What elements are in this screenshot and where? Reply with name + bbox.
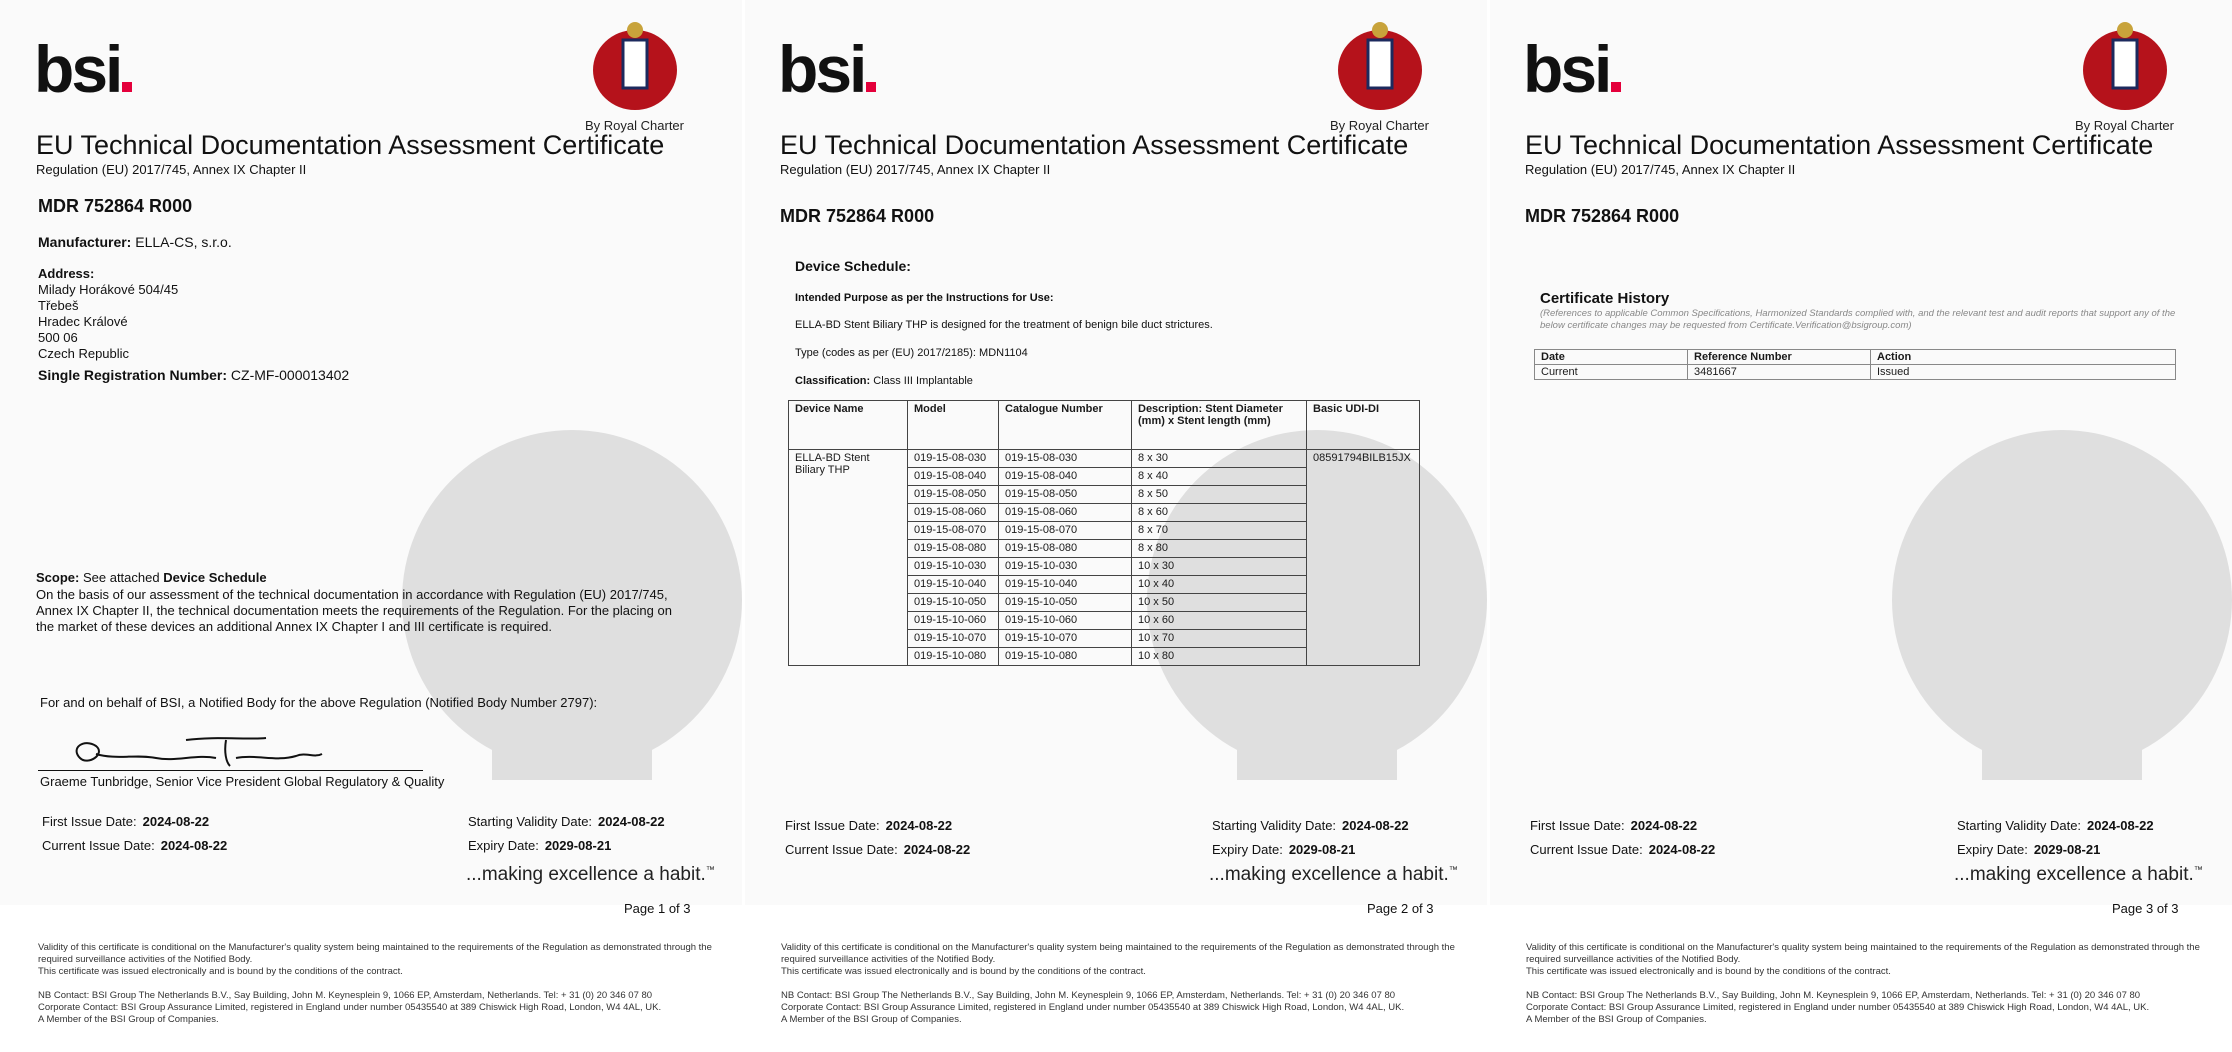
first-issue-date: First Issue Date: 2024-08-22 xyxy=(1530,818,1698,833)
certificate-history-note: (References to applicable Common Specifications, Harmonized Standards complied with, and the relevant test and audit reports that support any of the below certificate changes may be requested from Certificate.Verification@bsigroup.com) xyxy=(1540,308,2176,331)
scope-line: Scope: See attached Device Schedule xyxy=(36,570,267,585)
description-cell: 8 x 40 xyxy=(1132,468,1307,486)
catalogue-number-cell: 019-15-10-030 xyxy=(999,558,1132,576)
certificate-page-1 xyxy=(0,0,742,1052)
intended-purpose-label: Intended Purpose as per the Instructions for Use: xyxy=(795,292,1054,304)
starting-validity-date: Starting Validity Date: 2024-08-22 xyxy=(1957,818,2154,833)
signature-line xyxy=(38,770,423,771)
description-cell: 10 x 70 xyxy=(1132,630,1307,648)
description-cell: 8 x 50 xyxy=(1132,486,1307,504)
manufacturer-line: Manufacturer: ELLA-CS, s.r.o. xyxy=(38,234,232,250)
address-label: Address: xyxy=(38,266,95,281)
regulation-reference: Regulation (EU) 2017/745, Annex IX Chapter II xyxy=(780,162,1051,177)
royal-crest-icon xyxy=(575,18,695,118)
description-cell: 8 x 70 xyxy=(1132,522,1307,540)
description-cell: 10 x 30 xyxy=(1132,558,1307,576)
royal-crest-icon xyxy=(2065,18,2185,118)
basic-udi-cell: 08591794BILB15JX xyxy=(1307,450,1420,666)
description-cell: 10 x 60 xyxy=(1132,612,1307,630)
crest-watermark xyxy=(1882,360,2232,840)
device-name-cell: ELLA-BD Stent Biliary THP xyxy=(789,450,908,666)
catalogue-number-cell: 019-15-10-050 xyxy=(999,594,1132,612)
address-line: Milady Horákové 504/45 xyxy=(38,282,179,297)
current-issue-date: Current Issue Date: 2024-08-22 xyxy=(785,842,971,857)
model-cell: 019-15-08-030 xyxy=(908,450,999,468)
classification: Classification: Class III Implantable xyxy=(795,375,973,387)
certificate-history-title: Certificate History xyxy=(1540,290,1670,307)
model-cell: 019-15-10-080 xyxy=(908,648,999,666)
validity-footer: Validity of this certificate is conditional on the Manufacturer's quality system being maintained to the requirements of the Regulation as demonstrated through the required surveillance activities of the Notified Body. This certificate was issued electronically and is bound by the conditions of the contract. xyxy=(781,942,1455,977)
catalogue-number-cell: 019-15-10-070 xyxy=(999,630,1132,648)
column-header: Date xyxy=(1535,350,1688,365)
model-cell: 019-15-08-040 xyxy=(908,468,999,486)
catalogue-number-cell: 019-15-10-080 xyxy=(999,648,1132,666)
history-reference: 3481667 xyxy=(1688,365,1871,380)
description-cell: 8 x 30 xyxy=(1132,450,1307,468)
model-cell: 019-15-08-080 xyxy=(908,540,999,558)
address-line: Hradec Králové xyxy=(38,314,128,329)
address-line: Třebeš xyxy=(38,298,79,313)
catalogue-number-cell: 019-15-08-070 xyxy=(999,522,1132,540)
bsi-logo: bsi xyxy=(778,36,876,102)
column-header: Catalogue Number xyxy=(999,401,1132,450)
catalogue-number-cell: 019-15-08-060 xyxy=(999,504,1132,522)
model-cell: 019-15-08-070 xyxy=(908,522,999,540)
column-header: Device Name xyxy=(789,401,908,450)
bsi-logo: bsi xyxy=(1523,36,1621,102)
bsi-tagline: ...making excellence a habit.™ xyxy=(1954,864,2203,885)
device-schedule-table xyxy=(788,400,1420,666)
certificate-number: MDR 752864 R000 xyxy=(780,206,935,226)
intended-purpose: ELLA-BD Stent Biliary THP is designed for the treatment of benign bile duct strictures. xyxy=(795,319,1213,331)
starting-validity-date: Starting Validity Date: 2024-08-22 xyxy=(468,814,665,829)
expiry-date: Expiry Date: 2029-08-21 xyxy=(1957,842,2101,857)
certificate-title: EU Technical Documentation Assessment Certificate xyxy=(780,130,1409,160)
address-line: Czech Republic xyxy=(38,346,130,361)
table-header-row xyxy=(1535,350,2176,365)
regulation-reference: Regulation (EU) 2017/745, Annex IX Chapter II xyxy=(36,162,307,177)
starting-validity-date: Starting Validity Date: 2024-08-22 xyxy=(1212,818,1409,833)
current-issue-date: Current Issue Date: 2024-08-22 xyxy=(1530,842,1716,857)
model-cell: 019-15-10-050 xyxy=(908,594,999,612)
contact-footer: NB Contact: BSI Group The Netherlands B.V., Say Building, John M. Keynesplein 9, 1066 EP, Amsterdam, Netherlands. Tel: + 31 (0) 20 346 07 80 Corporate Contact: BSI Group Assurance Limited, registered in England under number 05435540 at 389 Chiswick High Road, London, W4 4AL, UK. A Member of the BSI Group of Companies. xyxy=(38,990,662,1025)
model-cell: 019-15-10-040 xyxy=(908,576,999,594)
model-cell: 019-15-10-070 xyxy=(908,630,999,648)
certificate-number: MDR 752864 R000 xyxy=(38,196,193,216)
royal-charter-label: By Royal Charter xyxy=(2075,118,2174,133)
expiry-date: Expiry Date: 2029-08-21 xyxy=(1212,842,1356,857)
device-table-body xyxy=(789,450,1420,666)
srn-line: Single Registration Number: CZ-MF-000013402 xyxy=(38,367,350,383)
royal-charter-label: By Royal Charter xyxy=(585,118,684,133)
description-cell: 8 x 80 xyxy=(1132,540,1307,558)
expiry-date: Expiry Date: 2029-08-21 xyxy=(468,838,612,853)
history-date: Current xyxy=(1535,365,1688,380)
signature-image xyxy=(66,728,336,774)
catalogue-number-cell: 019-15-10-040 xyxy=(999,576,1132,594)
bsi-tagline: ...making excellence a habit.™ xyxy=(1209,864,1458,885)
column-header: Model xyxy=(908,401,999,450)
royal-crest-icon xyxy=(1320,18,1440,118)
validity-footer: Validity of this certificate is conditional on the Manufacturer's quality system being maintained to the requirements of the Regulation as demonstrated through the required surveillance activities of the Notified Body. This certificate was issued electronically and is bound by the conditions of the contract. xyxy=(1526,942,2200,977)
device-schedule-title: Device Schedule: xyxy=(795,258,911,274)
certificate-number: MDR 752864 R000 xyxy=(1525,206,1680,226)
column-header: Basic UDI-DI xyxy=(1307,401,1420,450)
notified-body-statement: For and on behalf of BSI, a Notified Body for the above Regulation (Notified Body Number 2797): xyxy=(40,695,598,710)
contact-footer: NB Contact: BSI Group The Netherlands B.V., Say Building, John M. Keynesplein 9, 1066 EP, Amsterdam, Netherlands. Tel: + 31 (0) 20 346 07 80 Corporate Contact: BSI Group Assurance Limited, registered in England under number 05435540 at 389 Chiswick High Road, London, W4 4AL, UK. A Member of the BSI Group of Companies. xyxy=(1526,990,2150,1025)
certificate-history-table xyxy=(1534,349,2176,380)
column-header: Reference Number xyxy=(1688,350,1871,365)
catalogue-number-cell: 019-15-08-030 xyxy=(999,450,1132,468)
signatory-name: Graeme Tunbridge, Senior Vice President Global Regulatory & Quality xyxy=(40,774,445,789)
model-cell: 019-15-10-030 xyxy=(908,558,999,576)
regulation-reference: Regulation (EU) 2017/745, Annex IX Chapter II xyxy=(1525,162,1796,177)
table-header-row xyxy=(789,401,1420,450)
validity-footer: Validity of this certificate is conditional on the Manufacturer's quality system being maintained to the requirements of the Regulation as demonstrated through the required surveillance activities of the Notified Body. This certificate was issued electronically and is bound by the conditions of the contract. xyxy=(38,942,712,977)
description-cell: 8 x 60 xyxy=(1132,504,1307,522)
page-number: Page 1 of 3 xyxy=(624,901,691,916)
device-type: Type (codes as per (EU) 2017/2185): MDN1104 xyxy=(795,347,1028,359)
history-action: Issued xyxy=(1871,365,2176,380)
description-cell: 10 x 40 xyxy=(1132,576,1307,594)
first-issue-date: First Issue Date: 2024-08-22 xyxy=(42,814,210,829)
certificate-page-3 xyxy=(1490,0,2232,1052)
column-header: Action xyxy=(1871,350,2176,365)
column-header: Description: Stent Diameter (mm) x Stent length (mm) xyxy=(1132,401,1307,450)
model-cell: 019-15-10-060 xyxy=(908,612,999,630)
table-row xyxy=(789,450,1420,468)
current-issue-date: Current Issue Date: 2024-08-22 xyxy=(42,838,228,853)
bsi-tagline: ...making excellence a habit.™ xyxy=(466,864,715,885)
address-line: 500 06 xyxy=(38,330,78,345)
table-row xyxy=(1535,365,2176,380)
royal-charter-label: By Royal Charter xyxy=(1330,118,1429,133)
model-cell: 019-15-08-060 xyxy=(908,504,999,522)
contact-footer: NB Contact: BSI Group The Netherlands B.V., Say Building, John M. Keynesplein 9, 1066 EP, Amsterdam, Netherlands. Tel: + 31 (0) 20 346 07 80 Corporate Contact: BSI Group Assurance Limited, registered in England under number 05435540 at 389 Chiswick High Road, London, W4 4AL, UK. A Member of the BSI Group of Companies. xyxy=(781,990,1405,1025)
first-issue-date: First Issue Date: 2024-08-22 xyxy=(785,818,953,833)
catalogue-number-cell: 019-15-08-040 xyxy=(999,468,1132,486)
certificate-title: EU Technical Documentation Assessment Certificate xyxy=(36,130,665,160)
description-cell: 10 x 80 xyxy=(1132,648,1307,666)
page-number: Page 3 of 3 xyxy=(2112,901,2179,916)
catalogue-number-cell: 019-15-08-080 xyxy=(999,540,1132,558)
catalogue-number-cell: 019-15-08-050 xyxy=(999,486,1132,504)
model-cell: 019-15-08-050 xyxy=(908,486,999,504)
page-number: Page 2 of 3 xyxy=(1367,901,1434,916)
scope-body: On the basis of our assessment of the technical documentation in accordance with Regulation (EU) 2017/745, Annex IX Chapter II, the technical documentation meets the requirements of the Regulation. For the placing on the market of these devices an additional Annex IX Chapter I and III certificate is required. xyxy=(36,587,672,634)
description-cell: 10 x 50 xyxy=(1132,594,1307,612)
certificate-title: EU Technical Documentation Assessment Certificate xyxy=(1525,130,2154,160)
bsi-logo: bsi xyxy=(34,36,132,102)
catalogue-number-cell: 019-15-10-060 xyxy=(999,612,1132,630)
